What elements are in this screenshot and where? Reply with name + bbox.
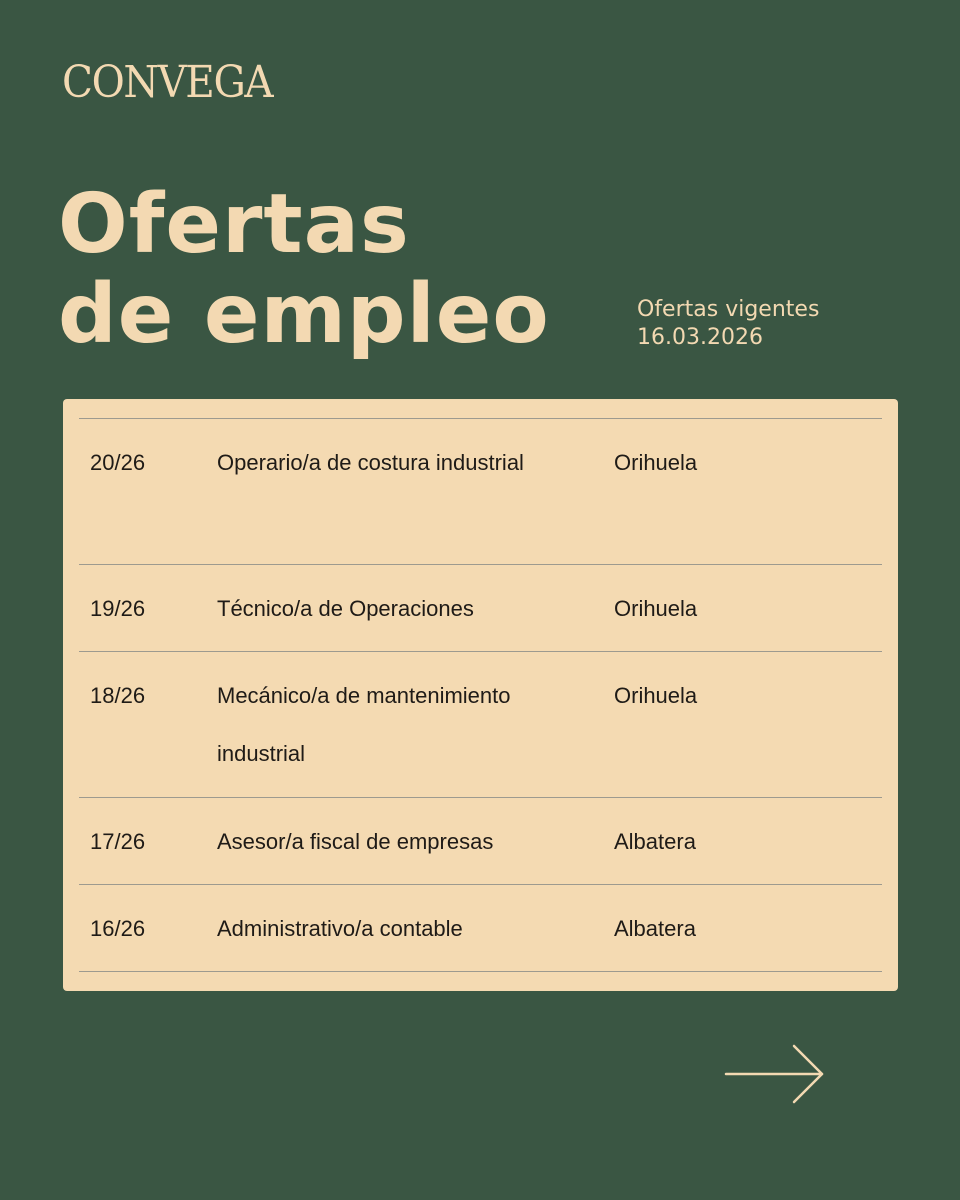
offer-code: 19/26	[90, 596, 146, 621]
offer-location: Orihuela	[614, 450, 698, 475]
offer-location: Albatera	[614, 916, 696, 941]
offer-row[interactable]	[79, 419, 882, 565]
offer-location: Orihuela	[614, 683, 698, 708]
offer-row[interactable]	[79, 798, 882, 885]
offer-code: 20/26	[90, 450, 146, 475]
offer-row[interactable]	[79, 885, 882, 972]
offer-title: Mecánico/a de mantenimiento industrial	[217, 683, 511, 766]
offer-code: 16/26	[90, 916, 146, 941]
offers-date-value: 16.03.2026	[637, 325, 763, 350]
page-title-line-1: Ofertas	[58, 177, 410, 272]
arrow-right-icon[interactable]	[724, 1043, 828, 1105]
offer-title: Administrativo/a contable	[217, 916, 463, 941]
offer-title: Asesor/a fiscal de empresas	[217, 829, 494, 854]
offers-card	[63, 399, 898, 991]
offers-table	[79, 418, 882, 972]
page-title	[58, 177, 550, 362]
offer-row[interactable]	[79, 652, 882, 798]
page-title-line-2: de empleo	[58, 267, 550, 362]
offer-location: Orihuela	[614, 596, 698, 621]
offer-code: 18/26	[90, 683, 146, 708]
offer-title: Operario/a de costura industrial	[217, 450, 524, 475]
offer-title: Técnico/a de Operaciones	[217, 596, 474, 621]
brand-logo: CONVEGA	[62, 57, 273, 108]
offer-location: Albatera	[614, 829, 696, 854]
offers-date	[637, 296, 819, 352]
offer-code: 17/26	[90, 829, 146, 854]
offers-date-label: Ofertas vigentes	[637, 297, 820, 322]
offer-row[interactable]	[79, 565, 882, 652]
